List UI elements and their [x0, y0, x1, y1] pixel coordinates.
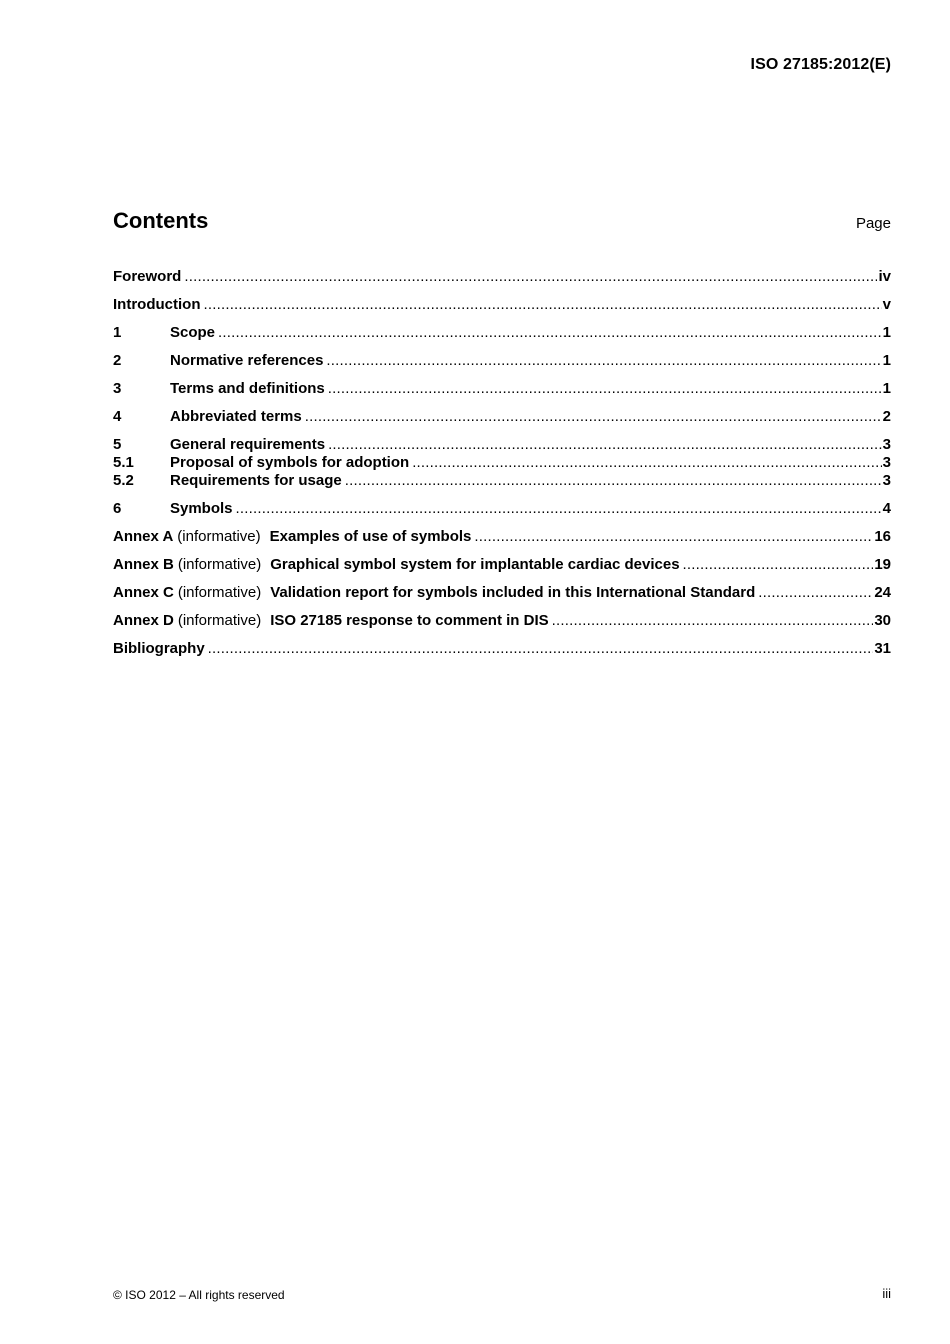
toc-entry-annex-a[interactable]	[113, 528, 891, 546]
toc-entry-page: 1	[882, 324, 891, 341]
toc-entry-title: Normative references	[170, 352, 324, 369]
toc-entry-title: Proposal of symbols for adoption	[170, 454, 410, 471]
toc-entry-page: iv	[878, 268, 891, 285]
toc-entry-page: 4	[882, 500, 891, 517]
toc-annex-info: (informative)	[177, 584, 262, 601]
toc-entry-page: 16	[874, 528, 891, 545]
dot-leader	[184, 268, 877, 286]
dot-leader	[552, 612, 874, 630]
toc-entry-requirements-for-usage[interactable]	[113, 472, 891, 490]
toc-entry-normative-references[interactable]	[113, 352, 891, 370]
toc-entry-page: v	[882, 296, 891, 313]
toc-entry-number: 4	[113, 408, 122, 425]
toc-entry-page: 1	[882, 380, 891, 397]
toc-entry-number: 5.1	[113, 454, 134, 471]
dot-leader	[208, 640, 874, 658]
toc-entry-number: 5	[113, 436, 122, 453]
toc-annex-label: Annex A	[113, 528, 174, 545]
contents-title: Contents	[113, 208, 209, 233]
toc-entry-title: Examples of use of symbols	[269, 528, 472, 545]
toc-entry-page: 3	[882, 454, 891, 471]
toc-annex-label: Annex C	[113, 584, 174, 601]
toc-entry-number: 5.2	[113, 472, 134, 489]
table-of-contents	[113, 268, 891, 658]
toc-entry-number: 6	[113, 500, 122, 517]
dot-leader	[218, 324, 882, 342]
footer-copyright: © ISO 2012 – All rights reserved	[113, 1288, 285, 1302]
toc-entry-page: 31	[874, 640, 891, 657]
toc-entry-title: Introduction	[113, 296, 201, 313]
toc-entry-title: Graphical symbol system for implantable cardiac devices	[270, 556, 680, 573]
toc-entry-title: Foreword	[113, 268, 182, 285]
dot-leader	[345, 472, 882, 490]
toc-entry-number: 1	[113, 324, 122, 341]
toc-entry-abbreviated-terms[interactable]	[113, 408, 891, 426]
toc-annex-label: Annex D	[113, 612, 174, 629]
toc-entry-title: Bibliography	[113, 640, 205, 657]
toc-entry-annex-b[interactable]	[113, 556, 891, 574]
toc-entry-annex-c[interactable]	[113, 584, 891, 602]
toc-entry-title: Validation report for symbols included in this International Standard	[270, 584, 756, 601]
toc-entry-number: 3	[113, 380, 122, 397]
dot-leader	[328, 380, 882, 398]
dot-leader	[236, 500, 882, 518]
page-column-label: Page	[855, 215, 891, 232]
toc-entry-general-requirements[interactable]	[113, 436, 891, 454]
toc-annex-info: (informative)	[177, 556, 262, 573]
toc-entry-title: Abbreviated terms	[170, 408, 302, 425]
document-id: ISO 27185:2012(E)	[750, 56, 891, 73]
toc-annex-info: (informative)	[177, 612, 262, 629]
toc-entry-introduction[interactable]	[113, 296, 891, 314]
contents-header	[113, 208, 891, 234]
toc-entry-page: 3	[882, 472, 891, 489]
toc-entry-title: Scope	[170, 324, 216, 341]
toc-entry-bibliography[interactable]	[113, 640, 891, 658]
toc-entry-foreword[interactable]	[113, 268, 891, 286]
toc-entry-title: Symbols	[170, 500, 233, 517]
toc-entry-proposal-of-symbols[interactable]	[113, 454, 891, 472]
toc-annex-label: Annex B	[113, 556, 174, 573]
dot-leader	[683, 556, 874, 574]
toc-entry-title: Requirements for usage	[170, 472, 342, 489]
dot-leader	[758, 584, 873, 602]
dot-leader	[203, 296, 881, 314]
dot-leader	[326, 352, 881, 370]
toc-entry-title: Terms and definitions	[170, 380, 325, 397]
toc-entry-title: ISO 27185 response to comment in DIS	[270, 612, 549, 629]
toc-entry-page: 2	[882, 408, 891, 425]
toc-entry-scope[interactable]	[113, 324, 891, 342]
footer-page-number: iii	[882, 1286, 891, 1301]
dot-leader	[305, 408, 882, 426]
toc-entry-page: 24	[874, 584, 891, 601]
toc-entry-page: 30	[874, 612, 891, 629]
toc-entry-page: 19	[874, 556, 891, 573]
toc-entry-page: 1	[882, 352, 891, 369]
toc-entry-terms-and-definitions[interactable]	[113, 380, 891, 398]
dot-leader	[474, 528, 873, 546]
dot-leader	[412, 454, 881, 472]
dot-leader	[328, 436, 882, 454]
toc-entry-page: 3	[882, 436, 891, 453]
toc-entry-number: 2	[113, 352, 122, 369]
toc-entry-symbols[interactable]	[113, 500, 891, 518]
toc-entry-title: General requirements	[170, 436, 326, 453]
toc-entry-annex-d[interactable]	[113, 612, 891, 630]
toc-annex-info: (informative)	[177, 528, 261, 545]
